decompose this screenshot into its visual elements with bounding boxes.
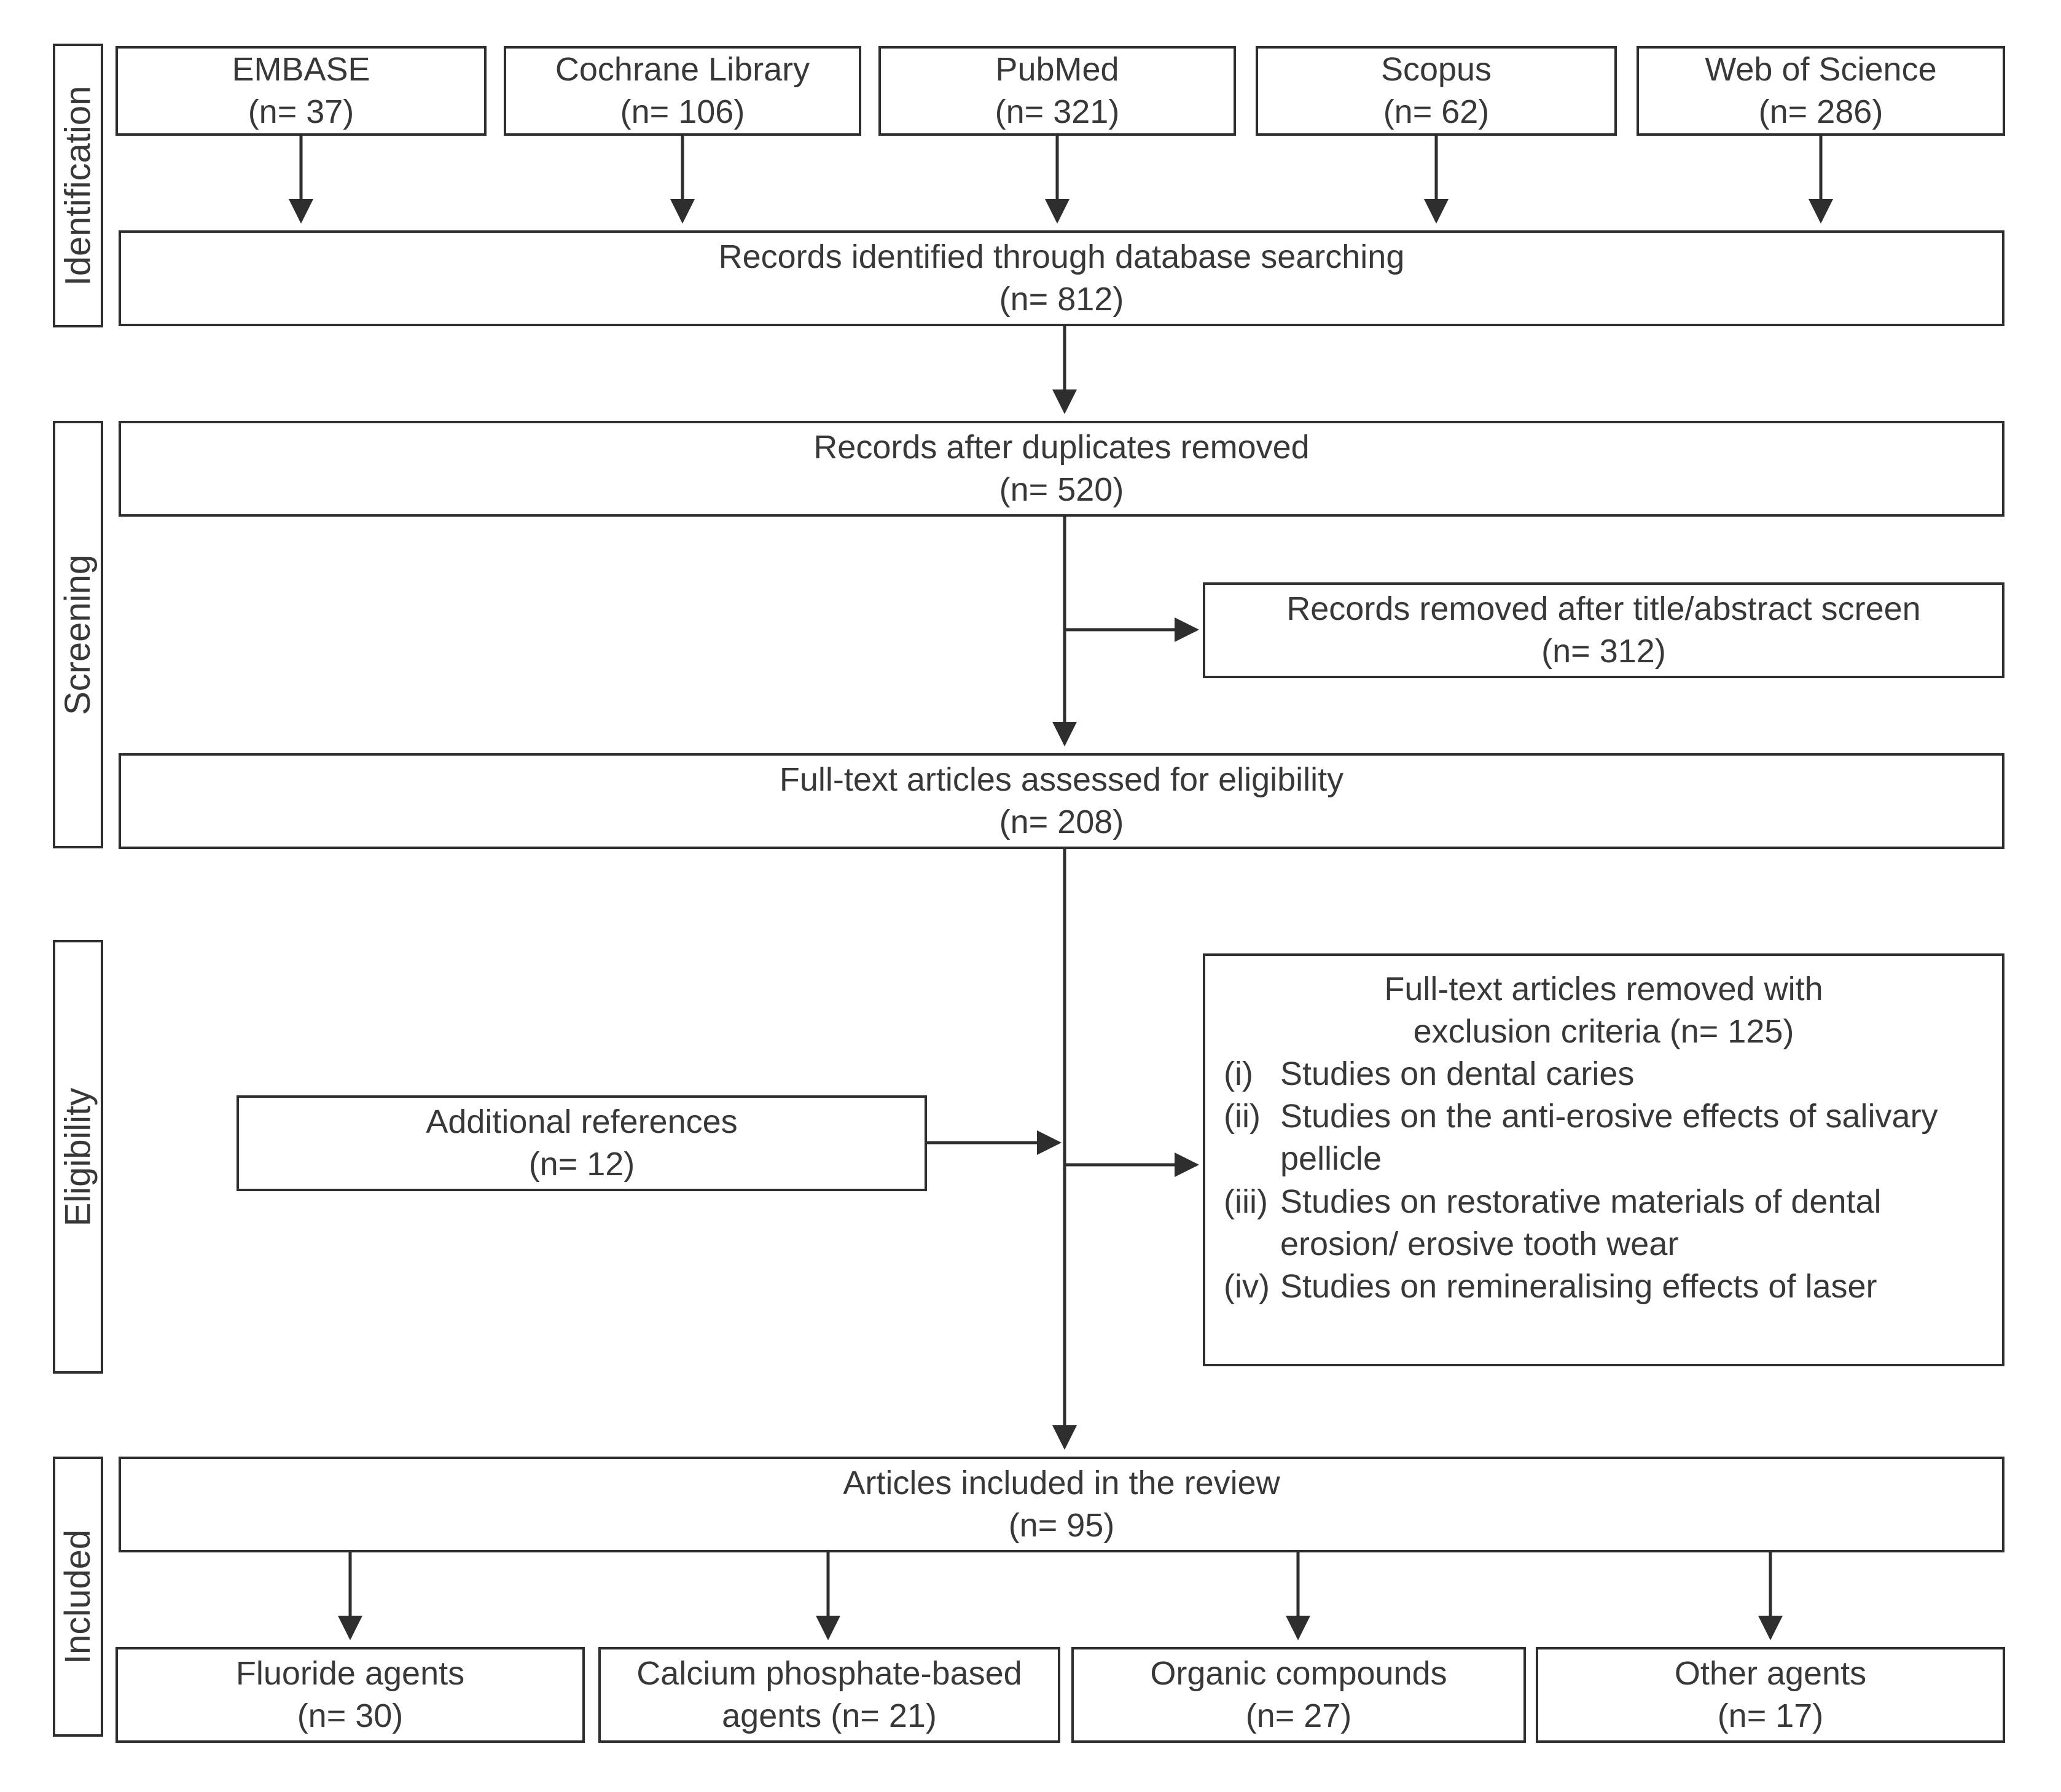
box-count: (n= 812) bbox=[999, 281, 1124, 318]
box-text: Records after duplicates removed bbox=[813, 428, 1310, 466]
db-box-scopus bbox=[1256, 46, 1617, 136]
exclusion-item bbox=[1224, 1181, 1984, 1266]
box-count: (n= 95) bbox=[1008, 1507, 1115, 1544]
box-text: Records removed after title/abstract screen bbox=[1286, 590, 1921, 627]
exclusion-item-marker: (ii) bbox=[1224, 1098, 1261, 1135]
db-box-pubmed bbox=[878, 46, 1236, 136]
box-duplicates-removed bbox=[119, 421, 2004, 517]
db-name: PubMed bbox=[995, 50, 1119, 88]
db-name: Cochrane Library bbox=[555, 50, 810, 88]
exclusion-header bbox=[1224, 968, 1984, 1053]
db-count: (n= 37) bbox=[248, 93, 354, 130]
stage-identification bbox=[53, 44, 103, 327]
db-box-cochrane bbox=[504, 46, 861, 136]
box-text: Additional references bbox=[426, 1103, 738, 1140]
db-count: (n= 62) bbox=[1383, 93, 1490, 130]
box-text: Full-text articles assessed for eligibility bbox=[779, 761, 1344, 798]
exclusion-item-text: Studies on remineralising effects of laser bbox=[1280, 1267, 1877, 1305]
box-text: Other agents bbox=[1674, 1654, 1867, 1692]
db-count: (n= 286) bbox=[1758, 93, 1883, 130]
db-name: Scopus bbox=[1380, 50, 1492, 88]
box-text: Fluoride agents bbox=[235, 1654, 465, 1692]
exclusion-item-marker: (i) bbox=[1224, 1055, 1253, 1093]
stage-label-eligibility: Eligibility bbox=[58, 1087, 98, 1226]
stage-label-identification: Identification bbox=[58, 85, 98, 286]
exclusion-item-marker: (iii) bbox=[1224, 1183, 1268, 1220]
exclusion-item-text: Studies on restorative materials of dental erosion/ erosive tooth wear bbox=[1280, 1183, 1882, 1262]
db-count: (n= 106) bbox=[620, 93, 745, 130]
box-additional-references bbox=[237, 1095, 927, 1191]
box-fulltext-assessed bbox=[119, 753, 2004, 849]
box-count: (n= 17) bbox=[1717, 1697, 1824, 1734]
db-box-embase bbox=[115, 46, 487, 136]
box-text: Organic compounds bbox=[1150, 1654, 1447, 1692]
box-count: (n= 520) bbox=[999, 471, 1124, 508]
box-text: Articles included in the review bbox=[843, 1464, 1280, 1501]
box-articles-included bbox=[119, 1457, 2004, 1552]
db-name: Web of Science bbox=[1705, 50, 1937, 88]
box-other-agents bbox=[1536, 1647, 2005, 1743]
exclusion-item bbox=[1224, 1053, 1984, 1095]
box-count: (n= 312) bbox=[1541, 633, 1666, 670]
box-count: (n= 12) bbox=[528, 1146, 635, 1183]
stage-eligibility bbox=[53, 940, 103, 1374]
db-box-web-of-science bbox=[1637, 46, 2005, 136]
box-text: Records identified through database searching bbox=[718, 238, 1405, 275]
box-count: (n= 30) bbox=[297, 1697, 404, 1734]
exclusion-item-text: Studies on the anti-erosive effects of salivary pellicle bbox=[1280, 1098, 1938, 1178]
box-calcium-phosphate-agents bbox=[598, 1647, 1060, 1743]
exclusion-item bbox=[1224, 1095, 1984, 1180]
stage-label-screening: Screening bbox=[58, 554, 98, 715]
box-count: (n= 208) bbox=[999, 804, 1124, 840]
box-records-identified bbox=[119, 230, 2004, 326]
exclusion-header-line2: exclusion criteria (n= 125) bbox=[1413, 1013, 1794, 1051]
box-count: (n= 27) bbox=[1245, 1697, 1352, 1734]
db-name: EMBASE bbox=[232, 50, 370, 88]
exclusion-header-line1: Full-text articles removed with bbox=[1384, 971, 1823, 1008]
box-organic-compounds bbox=[1071, 1647, 1526, 1743]
stage-screening bbox=[53, 421, 103, 848]
exclusion-item bbox=[1224, 1266, 1984, 1308]
exclusion-item-marker: (iv) bbox=[1224, 1267, 1270, 1305]
box-title-abstract-removed bbox=[1203, 582, 2004, 678]
exclusion-item-text: Studies on dental caries bbox=[1280, 1055, 1635, 1093]
stage-included bbox=[53, 1457, 103, 1737]
stage-label-included: Included bbox=[58, 1529, 98, 1664]
box-exclusion-criteria bbox=[1203, 953, 2004, 1366]
box-fluoride-agents bbox=[115, 1647, 585, 1743]
box-count: agents (n= 21) bbox=[722, 1697, 937, 1734]
db-count: (n= 321) bbox=[995, 93, 1120, 130]
box-text: Calcium phosphate-based bbox=[636, 1654, 1022, 1692]
